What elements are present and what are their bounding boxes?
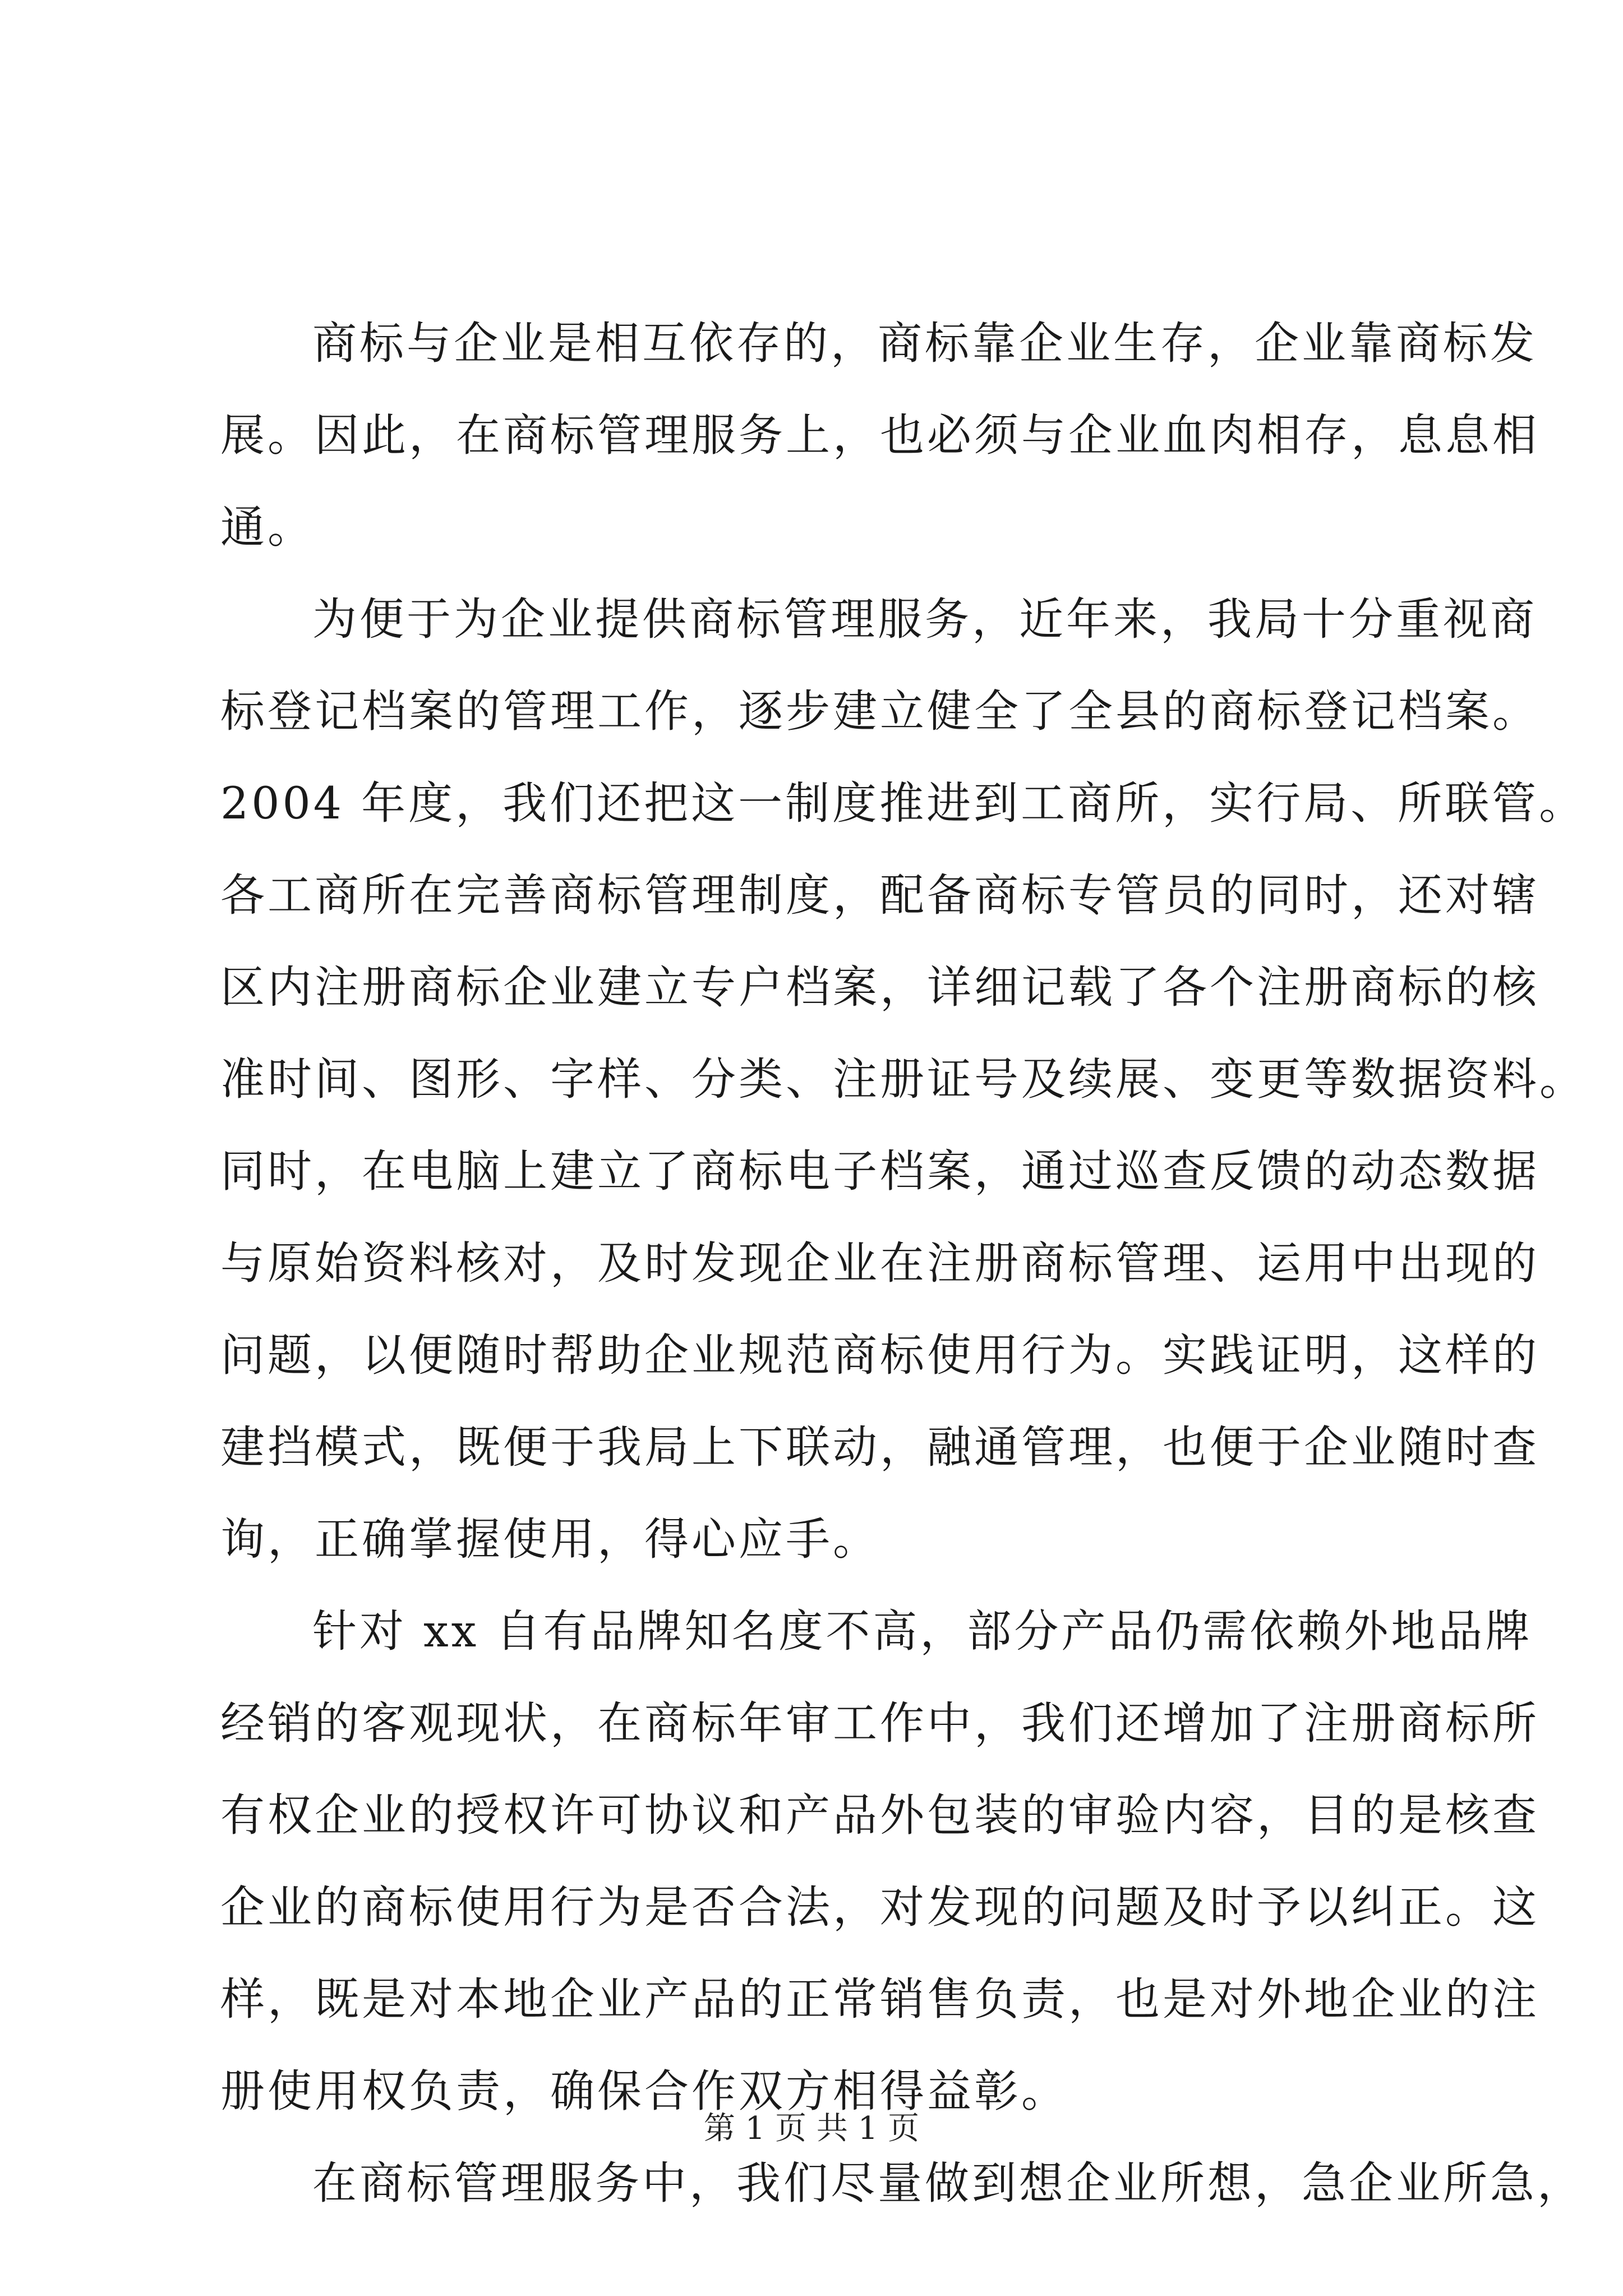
text-line: 准时间、图形、字样、分类、注册证号及续展、变更等数据资料。 [220,1053,1587,1105]
text-line: 企业的商标使用行为是否合法，对发现的问题及时予以纠正。这 [220,1881,1539,1933]
text-line: 2004 年度，我们还把这一制度推进到工商所，实行局、所联管。 [220,777,1587,829]
text-line: 展。因此，在商标管理服务上，也必须与企业血肉相存，息息相 [220,409,1539,461]
text-line: 商标与企业是相互依存的，商标靠企业生存，企业靠商标发 [312,318,1537,369]
text-line: 各工商所在完善商标管理制度，配备商标专管员的同时，还对辖 [220,869,1539,921]
text-line: 区内注册商标企业建立专户档案，详细记载了各个注册商标的核 [220,961,1539,1013]
text-line: 在商标管理服务中，我们尽量做到想企业所想，急企业所急， [312,2157,1584,2209]
text-line: 询，正确掌握使用，得心应手。 [220,1513,880,1565]
text-line: 册使用权负责，确保合作双方相得益彰。 [220,2065,1068,2117]
text-line: 为便于为企业提供商标管理服务，近年来，我局十分重视商 [312,593,1537,645]
text-line: 问题，以便随时帮助企业规范商标使用行为。实践证明，这样的 [220,1329,1539,1381]
text-line: 样，既是对本地企业产品的正常销售负责，也是对外地企业的注 [220,1973,1539,2025]
text-line: 建挡模式，既便于我局上下联动，融通管理，也便于企业随时查 [220,1421,1539,1473]
text-line: 针对 xx 自有品牌知名度不高，部分产品仍需依赖外地品牌 [312,1605,1533,1657]
text-line: 同时，在电脑上建立了商标电子档案，通过巡查反馈的动态数据 [220,1145,1539,1197]
text-line: 经销的客观现状，在商标年审工作中，我们还增加了注册商标所 [220,1697,1539,1749]
text-line: 有权企业的授权许可协议和产品外包装的审验内容，目的是核查 [220,1789,1539,1841]
text-line: 标登记档案的管理工作，逐步建立健全了全县的商标登记档案。 [220,685,1539,737]
document-body [220,297,1587,2229]
text-line: 通。 [220,501,315,553]
text-line: 与原始资料核对，及时发现企业在注册商标管理、运用中出现的 [220,1237,1539,1289]
page-number-footer: 第 1 页 共 1 页 [703,2110,920,2147]
